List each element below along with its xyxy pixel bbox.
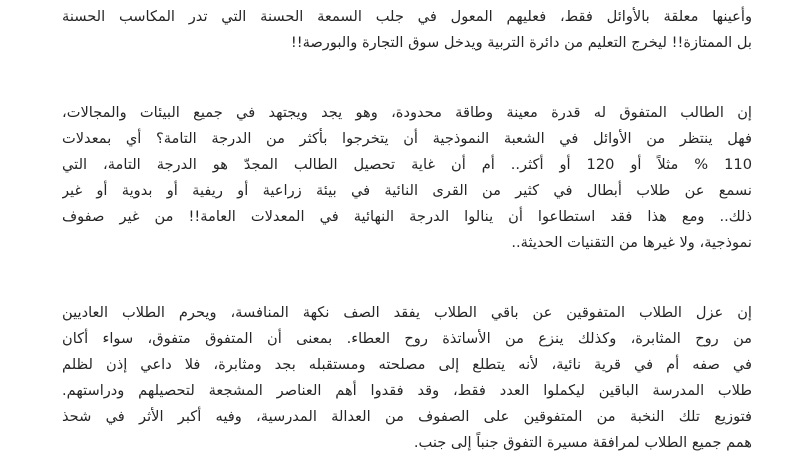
paragraph-line: وأعينها معلقة بالأوائل فقط، فعليهم المعول في جلب السمعة الحسنة التي تدر المكاسب الحسنة: [62, 8, 752, 25]
paragraph-line: 110 % مثلاً أو 120 أو أكثر.. أم أن غاية تحصيل الطالب المجدّ هو الدرجة التامة، التي: [62, 156, 752, 173]
paragraph-line: طلاب المدرسة الباقين ليكملوا العدد فقط، وقد فقدوا أهم العناصر المشجعة لتحصيلهم ودراستهم.: [62, 382, 752, 399]
paragraph-line: إن عزل الطلاب المتفوقين عن باقي الطلاب يفقد الصف نكهة المنافسة، ويحرم الطلاب العاديين: [62, 304, 752, 321]
paragraph-2: [62, 100, 752, 256]
paragraph-line: نسمع عن طلاب أبطال في كثير من القرى النائية في بيئة زراعية أو ريفية أو بدوية أو غير: [62, 182, 752, 199]
paragraph-line: نموذجية، ولا غيرها من التقنيات الحديثة..: [511, 234, 752, 251]
paragraph-line: من روح المثابرة، وكذلك ينزع من الأساتذة روح العطاء. بمعنى أن المتفوق متفوق، سواء أكان: [62, 330, 752, 347]
paragraph-line: ذلك.. ومع هذا فقد استطاعوا أن ينالوا الدرجة النهائية في المعدلات العامة!! من غير صفوف: [62, 208, 752, 225]
paragraph-line: همم جميع الطلاب لمرافقة مسيرة التفوق جنباً إلى جنب.: [413, 434, 752, 451]
paragraph-spacer: [62, 256, 752, 300]
paragraph-3: [62, 300, 752, 456]
paragraph-line: بل الممتازة!! ليخرج التعليم من دائرة التربية ويدخل سوق التجارة والبورصة!!: [290, 34, 752, 51]
paragraph-line: فتوزيع تلك النخبة من المتفوقين على الصفوف من العدالة المدرسية، وفيه أكبر الأثر في شحذ: [62, 408, 752, 425]
paragraph-line: إن الطالب المتفوق له قدرة معينة وطاقة محدودة، وهو يجد ويجتهد في جميع البيئات والمجالات،: [62, 104, 752, 121]
paragraph-spacer: [62, 56, 752, 100]
paragraph-line: فهل ينتظر من الأوائل في الشعبة النموذجية أن يتخرجوا بأكثر من الدرجة التامة؟ أي بمعدلات: [62, 130, 752, 147]
paragraph-1: [62, 4, 752, 56]
paragraph-line: في صفه أم في قرية نائية، لأنه يتطلع إلى مصلحته ومستقبله بجد ومثابرة، فلا داعي إذن لظلم: [62, 356, 752, 373]
article-body: [62, 4, 752, 456]
